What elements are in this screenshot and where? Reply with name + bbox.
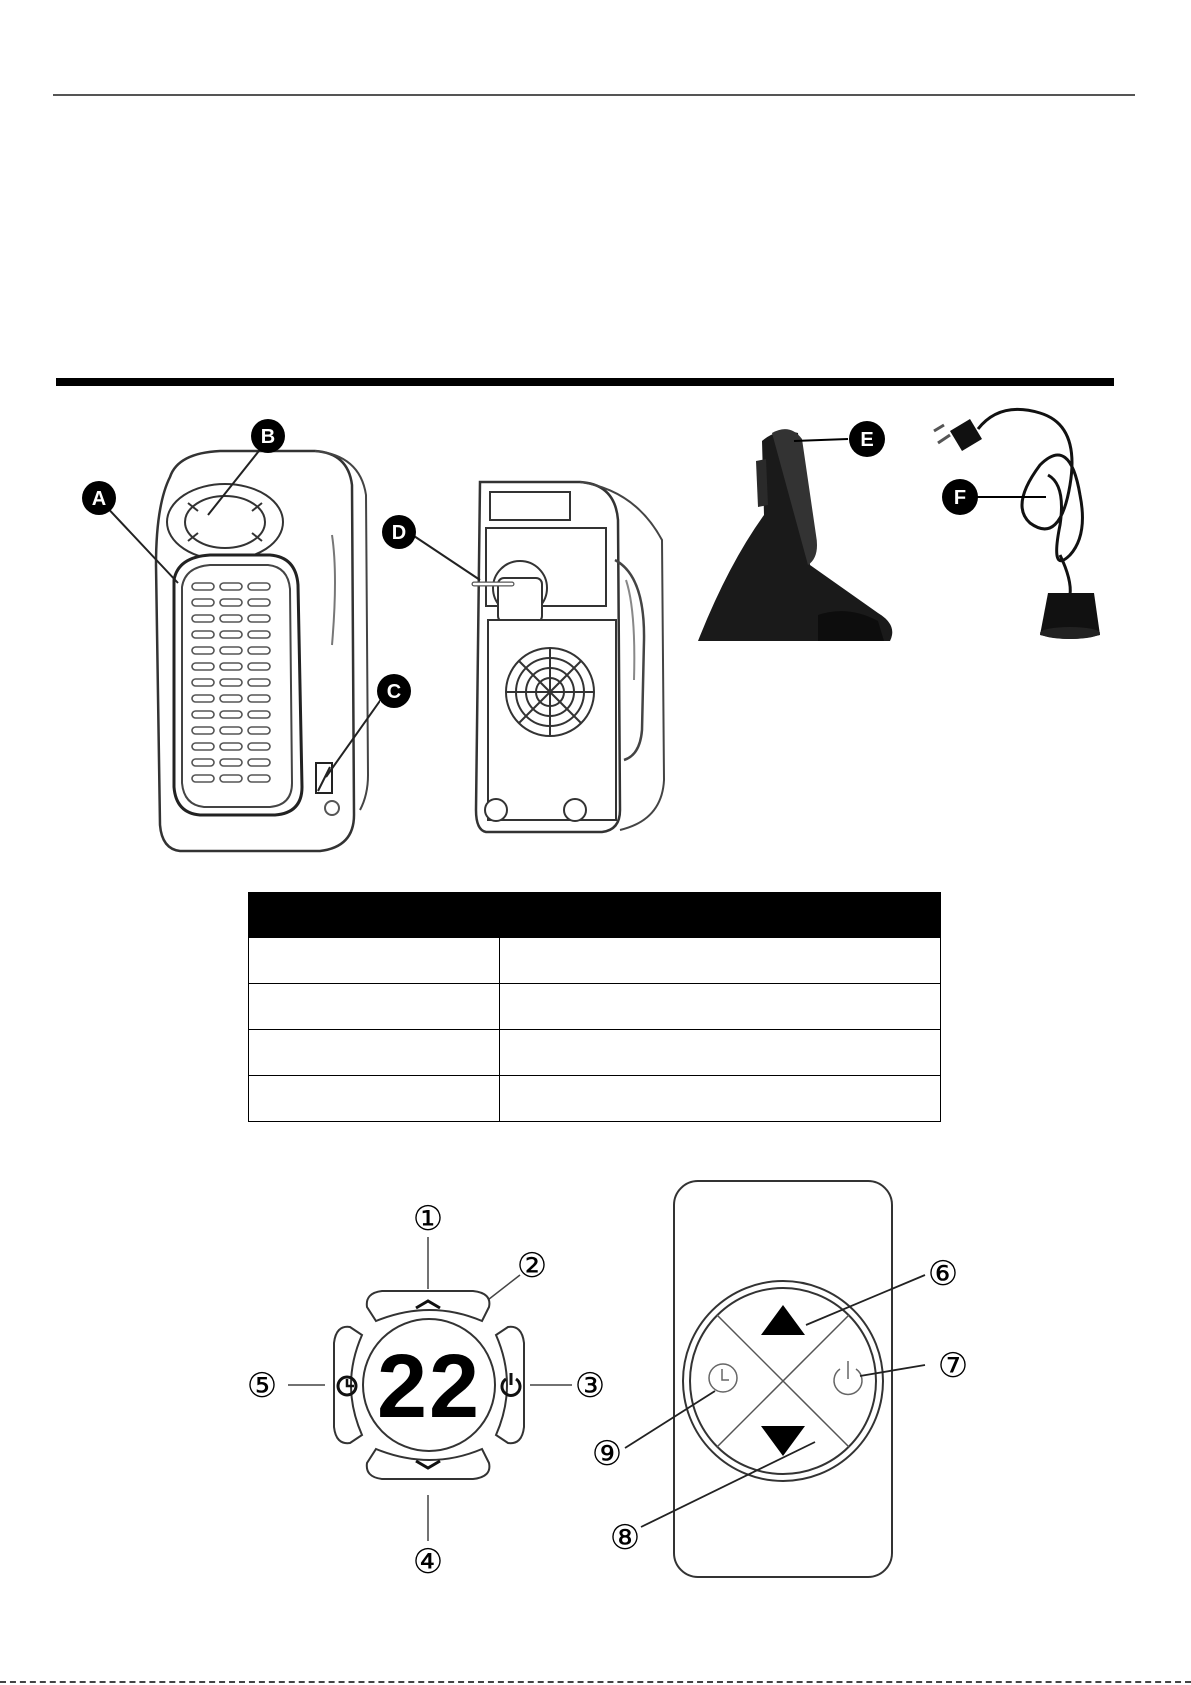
callout-3: ③ — [574, 1367, 606, 1405]
callout-9: ⑨ — [591, 1435, 623, 1473]
stand-illustration — [698, 415, 923, 645]
bottom-rule — [0, 1681, 1191, 1683]
table-row — [249, 938, 941, 984]
table-cell — [500, 984, 941, 1030]
up-button[interactable] — [367, 1291, 490, 1321]
down-button[interactable] — [367, 1449, 490, 1479]
table-cell — [500, 1030, 941, 1076]
table-cell — [500, 1076, 941, 1122]
spec-table-header-row — [249, 893, 941, 938]
label-d-badge — [380, 513, 420, 553]
temperature-display: 22 — [376, 1337, 482, 1437]
control-panel-diagram — [230, 1195, 630, 1585]
table-cell — [249, 938, 500, 984]
table-cell — [249, 984, 500, 1030]
section-rule — [56, 378, 1114, 386]
callout-1: ① — [412, 1200, 444, 1238]
table-row — [249, 1030, 941, 1076]
heater-back-illustration — [380, 480, 685, 845]
spec-table-header — [249, 893, 941, 938]
table-cell — [249, 1030, 500, 1076]
callout-7: ⑦ — [937, 1347, 969, 1385]
callout-6: ⑥ — [927, 1255, 959, 1293]
callout-4: ④ — [412, 1543, 444, 1581]
label-b: B — [260, 426, 276, 448]
label-d: D — [391, 522, 407, 544]
table-row — [249, 1076, 941, 1122]
spec-table — [248, 892, 941, 1122]
power-cord-illustration — [930, 405, 1110, 645]
label-c: C — [386, 681, 402, 703]
callout-5: ⑤ — [246, 1367, 278, 1405]
remote-control-diagram — [585, 1175, 985, 1585]
label-a: A — [91, 488, 107, 510]
label-f: F — [953, 487, 967, 509]
callout-8: ⑧ — [609, 1519, 641, 1557]
top-rule — [53, 94, 1135, 96]
table-cell — [500, 938, 941, 984]
table-cell — [249, 1076, 500, 1122]
heater-front-illustration — [70, 415, 380, 860]
callout-2: ② — [516, 1247, 548, 1285]
fan-grille — [506, 648, 594, 736]
label-e: E — [860, 429, 874, 451]
table-row — [249, 984, 941, 1030]
